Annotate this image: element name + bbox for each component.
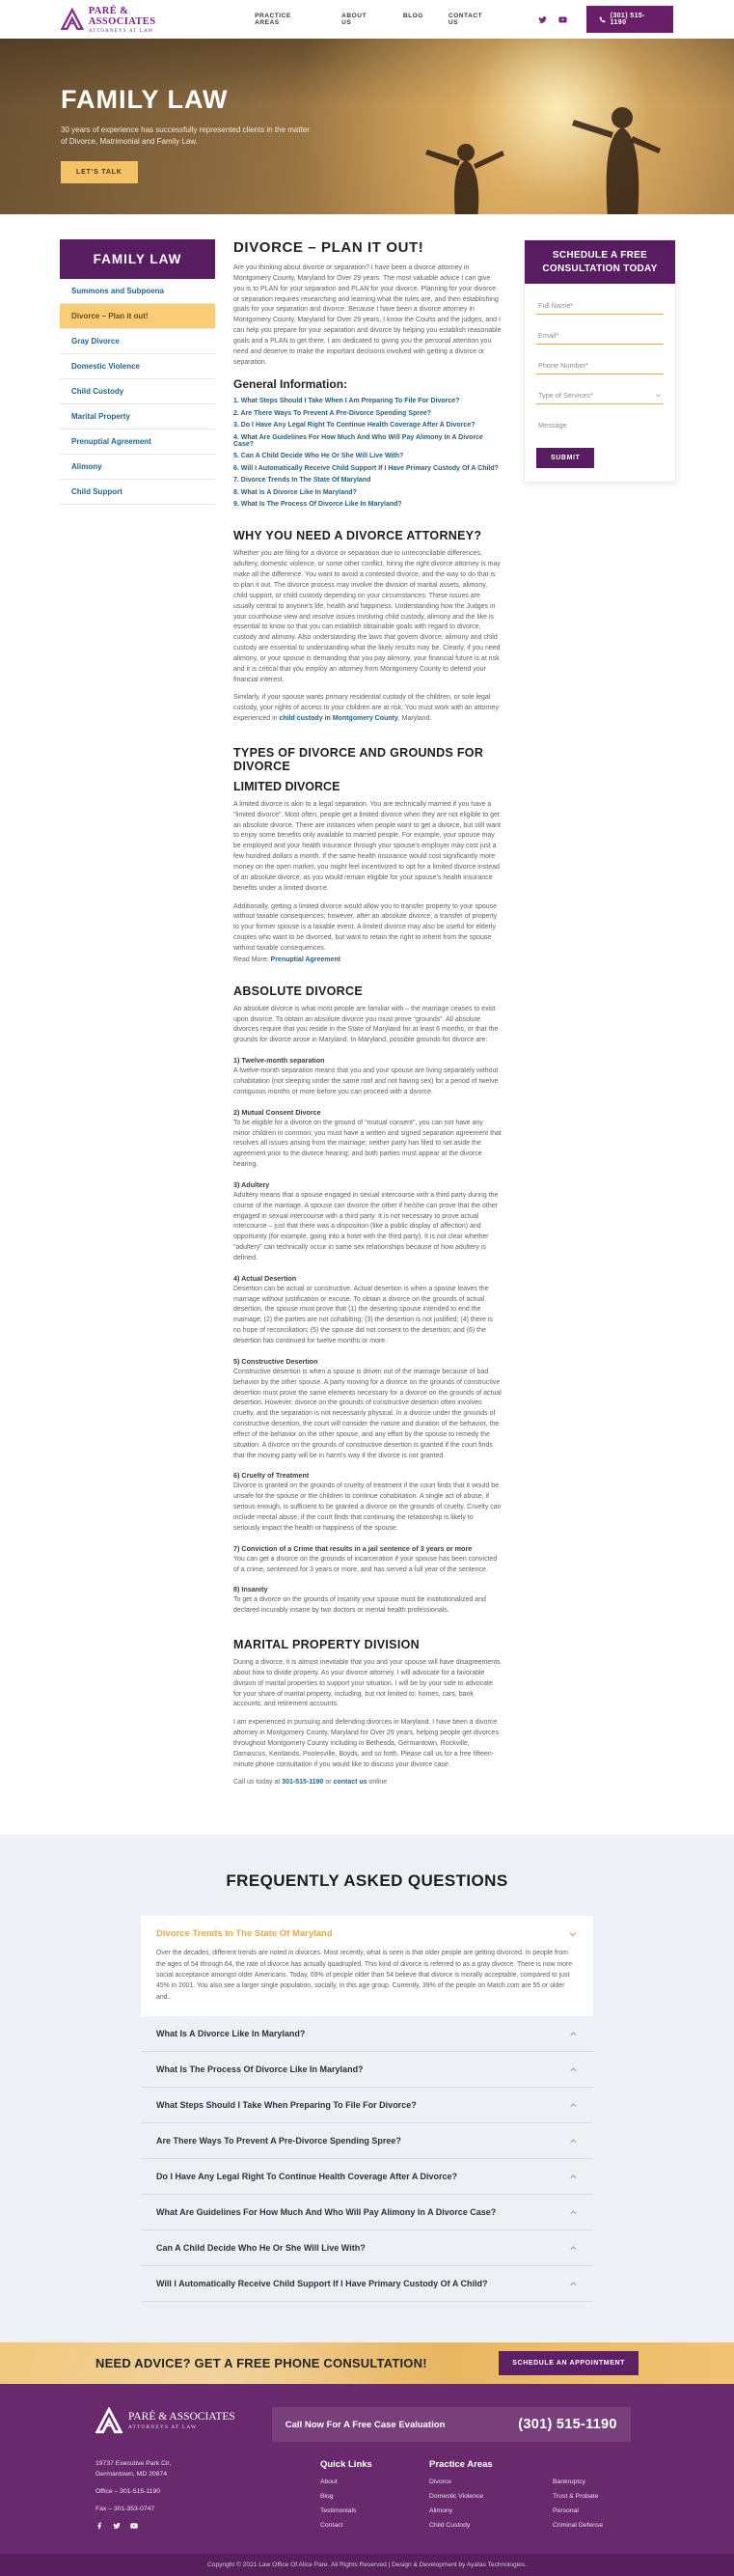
footer-link-trust-probate[interactable]: Trust & Probate	[553, 2493, 599, 2501]
ground-title-4: 4) Actual Desertion	[233, 1273, 297, 1283]
chevron-up-icon	[569, 2030, 578, 2038]
faq-item-3[interactable]	[141, 2088, 593, 2123]
footer-quick-links	[320, 2459, 421, 2536]
chevron-up-icon	[569, 2101, 578, 2110]
logo[interactable]	[61, 6, 197, 34]
faq-question: What Are Guidelines For How Much And Who Will Pay Alimony In A Divorce Case?	[156, 2207, 497, 2218]
chevron-up-icon	[569, 2208, 578, 2217]
header-phone-button[interactable]	[586, 6, 673, 33]
faq-question: Divorce Trends In The State Of Maryland	[156, 1928, 333, 1940]
paragraph: Desertion can be actual or constructive. Actual desertion is when a spouse leaves the marriage without justification or excuse. To obtain a divorce on the grounds of actual desertion, the spouse must prove that (1) the deserting spouse intended to end the marriage; (2) the parties are not cohabiting; (3) the desertion is not justified; (4) there is no hope of reconciliation; (5) the spouse did not consent to the desertion; and (6) the desertion has continued for twelve months or more.	[233, 1285, 493, 1344]
paragraph-text: , Maryland.	[397, 715, 432, 723]
faq-section	[0, 1835, 734, 2342]
footer-logo-subtitle: ATTORNEYS AT LAW	[128, 2424, 198, 2431]
sidebar-item-divorce-plan-it-out[interactable]: Divorce – Plan it out!	[60, 304, 215, 329]
call-us-text: Call us today at	[233, 1779, 283, 1787]
practice-areas-col-1	[429, 2479, 553, 2536]
nav-blog[interactable]: BLOG	[402, 13, 423, 19]
general-info-link-3[interactable]: 3. Do I Have Any Legal Right To Continue Health Coverage After A Divorce?	[233, 422, 476, 429]
call-us-text: online	[367, 1779, 388, 1787]
form-title: SCHEDULE A FREE CONSULTATION TODAY	[525, 240, 675, 284]
faq-question: Will I Automatically Receive Child Support If I Have Primary Custody Of A Child?	[156, 2279, 488, 2289]
phone-number-field[interactable]	[536, 355, 664, 374]
faq-question: Can A Child Decide Who He Or She Will Live With?	[156, 2243, 366, 2254]
footer-link-child-custody[interactable]: Child Custody	[429, 2522, 471, 2530]
chevron-down-icon	[655, 392, 662, 399]
sidebar-item-gray-divorce[interactable]: Gray Divorce	[60, 329, 215, 354]
sidebar-item-child-support[interactable]: Child Support	[60, 480, 215, 505]
full-name-field[interactable]	[536, 295, 664, 315]
general-info-link-7[interactable]: 7. Divorce Trends In The State Of Maryland	[233, 477, 371, 485]
paragraph: A limited divorce is akin to a legal separation. You are technically married if you have a “limited divorce”. Most often, people get a limited divorce when they are not eligible to get an absolute divorce. There are instances when people want to get a divorce, but still want to enjoy some benefits only available to married people. For example, your spouse may be employed and your health insurance through your spouse's employer may cost just a few hundred dollars a month. If the same health insurance would cost significantly more money on the open market, you might feel incentivized to opt for a limited divorce instead of an absolute divorce, as you would remain eligible for your spouse's health insurance benefits under a limited divorce.	[233, 800, 501, 892]
footer-link-testimonials[interactable]: Testimonials	[319, 2507, 357, 2515]
copyright-bar: Copyright © 2021 Law Office Of Alice Pare. All Rights Reserved | Design & Development by Ayatas Technologies.	[0, 2554, 734, 2576]
footer-columns	[61, 2459, 676, 2536]
type-of-services-select[interactable]	[536, 385, 664, 404]
why-divorce-attorney-heading: WHY YOU NEED A DIVORCE ATTORNEY?	[233, 529, 482, 543]
sidebar-item-summons-and-subpoena[interactable]: Summons and Subpoena	[60, 279, 215, 304]
paragraph: Divorce is granted on the grounds of cruelty of treatment if the court finds that it would be unsafe for the spouse or the children to continue cohabitation. A single act of abuse, if serious enough, is sufficient to be granted a divorce on the grounds of cruelty. Cruelty can include mental abuse, if the court finds that continuing the relationship is likely to seriously impact the health or happiness of the spouse.	[233, 1482, 502, 1532]
chevron-down-icon	[568, 1929, 578, 1939]
footer-link-domestic-violence[interactable]: Domestic Violence	[429, 2493, 484, 2501]
contact-us-link[interactable]: contact us	[333, 1779, 367, 1787]
consultation-form	[524, 239, 676, 483]
hero-title: FAMILY LAW	[61, 85, 229, 114]
faq-answer: Over the decades, different trends are noted in divorces. Most recently, what is seen is that older people are getting divorced. In people from the ages of 54 through 64, the rate of divorce has actually quadrupled. This kind of divorce is referred to as a gray divorce. There is now more social acceptance amongst older Americans. Today, 69% of people older than 54 believe that divorce is morally acceptable, compared to just 45% in 2001. You also see a larger single population, socially, in this age group. Currently, 39% of the people on Match.com are 55 or older and..	[156, 1950, 573, 2001]
sidebar-item-child-custody[interactable]: Child Custody	[60, 379, 215, 404]
logo-mark-icon	[95, 2407, 122, 2434]
general-info-link-4[interactable]: 4. What Are Guidelines For How Much And Who Will Pay Alimony In A Divorce Case?	[233, 433, 483, 448]
practice-areas-heading: Practice Areas	[429, 2459, 493, 2471]
footer-logo-text	[128, 2411, 235, 2430]
logo-title: PARÉ & ASSOCIATES	[88, 5, 156, 27]
prenuptial-agreement-link[interactable]: Prenuptial Agreement	[270, 956, 341, 963]
footer-link-divorce[interactable]: Divorce	[429, 2479, 452, 2486]
hero-content	[0, 39, 734, 183]
footer-fax: Fax – 301-353-0747	[95, 2505, 155, 2512]
footer-address	[95, 2459, 280, 2480]
footer-link-contact[interactable]: Contact	[319, 2522, 343, 2530]
page-title: DIVORCE – PLAN IT OUT!	[233, 239, 424, 256]
ground-title-8: 8) Insanity	[233, 1585, 268, 1594]
marital-property-heading: MARITAL PROPERTY DIVISION	[233, 1638, 420, 1652]
youtube-icon[interactable]	[130, 2522, 138, 2530]
sidebar-item-alimony[interactable]: Alimony	[60, 455, 215, 480]
sidebar-item-marital-property[interactable]: Marital Property	[60, 404, 215, 429]
faq-item-8[interactable]	[141, 2266, 593, 2302]
consultation-form-column	[524, 239, 676, 483]
main-nav	[255, 13, 494, 26]
nav-contact-us[interactable]: CONTACT US	[448, 13, 483, 26]
chevron-up-icon	[569, 2137, 578, 2146]
footer-top	[61, 2407, 676, 2442]
faq-item-5[interactable]	[141, 2159, 593, 2195]
address-line: Germantown, MD 20874	[95, 2471, 168, 2479]
practice-areas-col-2	[553, 2479, 676, 2536]
general-info-link-8[interactable]: 8. What Is A Divorce Like In Maryland?	[233, 488, 357, 496]
footer-link-alimony[interactable]: Alimony	[429, 2507, 453, 2515]
absolute-divorce-heading: ABSOLUTE DIVORCE	[233, 983, 363, 998]
limited-divorce-heading: LIMITED DIVORCE	[233, 779, 340, 793]
twitter-icon[interactable]	[538, 15, 547, 24]
general-info-link-6[interactable]: 6. Will I Automatically Receive Child Support If I Have Primary Custody Of A Child?	[233, 464, 499, 472]
footer-logo[interactable]	[95, 2407, 235, 2434]
faq-question: Do I Have Any Legal Right To Continue Health Coverage After A Divorce?	[156, 2172, 458, 2182]
faq-item-4[interactable]	[141, 2123, 593, 2159]
child-custody-link[interactable]: child custody in Montgomery County	[279, 715, 398, 723]
footer-link-criminal-defense[interactable]: Criminal Defense	[553, 2522, 604, 2530]
faq-item-expanded	[141, 1916, 593, 2016]
read-more-label: Read More:	[233, 956, 271, 963]
call-us-line	[233, 1778, 502, 1788]
paragraph: A twelve-month separation means that you and your spouse are living separately without cohabitation (not sleeping under the same roof and not having sex) for a period of twelve contiguous months or more before you can proceed with a divorce.	[233, 1067, 499, 1095]
chevron-up-icon	[569, 2280, 578, 2288]
site-header	[0, 0, 734, 39]
ground-title-7: 7) Conviction of a Crime that results in a jail sentence of 3 years or more	[233, 1543, 473, 1553]
site-footer	[0, 2384, 734, 2554]
ground-title-6: 6) Cruelty of Treatment	[233, 1471, 310, 1481]
hero-banner	[0, 39, 734, 214]
faq-item-1[interactable]	[141, 2016, 593, 2052]
general-info-link-5[interactable]: 5. Can A Child Decide Who He Or She Will Live With?	[233, 453, 404, 460]
footer-call-bar	[272, 2407, 631, 2442]
faq-expanded-toggle[interactable]	[156, 1928, 578, 1939]
read-more	[233, 956, 502, 963]
sidebar-item-prenuptial-agreement[interactable]: Prenuptial Agreement	[60, 429, 215, 455]
facebook-icon[interactable]	[95, 2522, 103, 2530]
paragraph: An absolute divorce is what most people are familiar with – the marriage ceases to exist upon divorce. To obtain an absolute divorce you must prove “grounds”. All absolute divorces require that you reside in the State of Maryland for at least 6 months, or that the grounds for divorce arose in Maryland. In Maryland, possible grounds for divorce are:	[233, 1005, 499, 1044]
footer-link-personal[interactable]: Personal	[553, 2507, 579, 2515]
paragraph: I am experienced in pursuing and defending divorces in Maryland. I have been a divorce attorney in Montgomery County, Maryland for Over 29 years, helping people get divorces throughout Montgomery County including in Bethesda, Germantown, Rockville, Damascus, Kentlands, Poolesville, Boyds, and so forth. Please call us for a free fifteen-minute phone consultation if you would like to discuss your divorce case.	[233, 1719, 499, 1768]
sidebar-item-domestic-violence[interactable]: Domestic Violence	[60, 354, 215, 379]
general-info-link-1[interactable]: 1. What Steps Should I Take When I Am Preparing To File For Divorce?	[233, 398, 460, 405]
call-now-label: Call Now For A Free Case Evaluation	[285, 2419, 446, 2430]
logo-subtitle: ATTORNEYS AT LAW	[88, 27, 154, 34]
sidebar-title: FAMILY LAW	[60, 239, 215, 279]
general-info-link-9[interactable]: 9. What Is The Process Of Divorce Like In Maryland?	[233, 501, 402, 509]
paragraph: Adultery means that a spouse engaged in sexual intercourse with a third party during the course of the marriage. A spouse can divorce the other if he/she can prove that the other engaged in sexual intercourse with a third party. It is not necessary to prove actual intercourse – just that there was a disposition (like a public display of affection) and opportunity (for example, going into a hotel with the third party). It is not clear whether “adultery” can technically occur in same sex relationships because of how adultery is defined.	[233, 1191, 499, 1261]
youtube-icon[interactable]	[558, 15, 567, 24]
paragraph: You can get a divorce on the grounds of incarceration if your spouse has been convicted of a crime, sentenced for 3 years or more, and has served a full year of the sentence.	[233, 1555, 498, 1573]
footer-link-about[interactable]: About	[319, 2479, 338, 2486]
header-social	[538, 15, 567, 24]
general-information-heading: General Information:	[233, 377, 348, 392]
footer-phone-number[interactable]: (301) 515-1190	[518, 2417, 617, 2433]
family-law-sidebar	[60, 239, 215, 505]
chevron-up-icon	[569, 2244, 578, 2253]
phone-icon	[599, 16, 606, 23]
paragraph: To get a divorce on the grounds of insanity your spouse must be institutionalized and declared incurably insane by two doctors or mental health professionals.	[233, 1596, 486, 1615]
intro-paragraph: Are you thinking about divorce or separation? I have been a divorce attorney in Montgomery County, Maryland for Over 29 years. The most valuable advice I can give you is to PLAN for your separation and PLAN for your divorce. Planning for your divorce or separation requires researching and learning what the rules are, and then establishing goals for your separation and divorce. Because I have been a divorce attorney in Montgomery County, Maryland for Over 29 years, I know the Courts and the judges, and I can help you prepare for your separation and divorce by helping you establish reasonable goals and a PLAN to get there. I am dedicated to giving you the personal attention you need and deserve to make the important decisions involved with getting a divorce or separation.	[233, 264, 502, 366]
lets-talk-button[interactable]: LET'S TALK	[61, 161, 138, 183]
submit-button[interactable]: SUBMIT	[536, 448, 594, 468]
ground-title-3: 3) Adultery	[233, 1179, 270, 1189]
paragraph: To be eligible for a divorce on the ground of “mutual consent”, you can not have any minor children in common; you must have a written and signed separation agreement that resolves all issues arising from the marriage; neither party has filed to set aside the agreement prior to the divorce hearing; and both parties must appear at the divorce hearing.	[233, 1119, 502, 1169]
nav-practice-areas[interactable]: PRACTICE AREAS	[255, 13, 291, 26]
faq-question: What Is A Divorce Like In Maryland?	[156, 2029, 306, 2039]
paragraph: Constructive desertion is when a spouse is driven out of the marriage because of bad behavior by the other spouse. A party moving for a divorce on the grounds of constructive desertion must prove the same elements necessary for a divorce on the grounds of actual desertion. However, divorce on the grounds of constructive desertion often involves cruelty, and the separation is not necessarily physical. In a divorce under the grounds of constructive desertion, the court will consider the nature and duration of the behavior, the effect of the behavior on the other spouse, and any effort by the spouse to remedy the situation. A divorce on the grounds of constructive desertion is granted if the court finds that the moving party will be in harm's way if the divorce is not granted.	[233, 1368, 502, 1459]
quick-links-heading: Quick Links	[319, 2459, 372, 2471]
logo-mark-icon	[61, 8, 84, 31]
hero-subtitle: 30 years of experience has successfully represented clients in the matter of Divorce, Matrimonial and Family Law.	[61, 125, 310, 146]
phone-link[interactable]: 301-515-1190	[282, 1779, 324, 1787]
ground-title-5: 5) Constructive Desertion	[233, 1356, 318, 1366]
footer-link-bankruptcy[interactable]: Bankruptcy	[553, 2479, 586, 2486]
message-field[interactable]	[536, 415, 664, 433]
footer-office-phone: Office – 301-515-1190	[95, 2488, 161, 2496]
paragraph-text: Similarly, if your spouse wants primary residential custody of the children, or sole legal custody, your rights of access to your children are at risk. You must work with an attorney experienced in	[233, 694, 499, 723]
ground-title-1: 1) Twelve-month separation	[233, 1056, 325, 1066]
content-area	[0, 214, 734, 1835]
schedule-appointment-button[interactable]: SCHEDULE AN APPOINTMENT	[499, 2351, 639, 2375]
logo-text	[89, 6, 197, 34]
footer-practice-areas	[429, 2459, 676, 2536]
address-line: 19737 Executive Park Cir,	[95, 2460, 172, 2468]
faq-item-2[interactable]	[141, 2052, 593, 2088]
footer-link-blog[interactable]: Blog	[319, 2493, 334, 2501]
nav-about-us[interactable]: ABOUT US	[341, 13, 367, 26]
cta-bar	[0, 2342, 734, 2384]
article	[233, 239, 502, 1796]
chevron-up-icon	[569, 2065, 578, 2074]
paragraph: Additionally, getting a limited divorce would allow you to transfer property to your spouse without taxable consequences; however, after an absolute divorce, a transfer of property to your former spouse is a taxable event. A limited divorce may also be useful for elderly couples who want to be divorced, but want to retain the right to inherit from the spouse without taxable consequences.	[233, 902, 498, 952]
email-field[interactable]	[536, 325, 664, 345]
faq-heading: FREQUENTLY ASKED QUESTIONS	[226, 1871, 508, 1891]
paragraph	[233, 693, 502, 725]
ground-title-2: 2) Mutual Consent Divorce	[233, 1107, 321, 1117]
call-us-text: or	[323, 1779, 334, 1787]
paragraph: Whether you are filing for a divorce or separation due to unreconcilable differences, adultery, domestic violence, or some other conflict, hiring the right divorce attorney is may make all the difference. You want to avoid a contested divorce, and the way to do that is to plan it out. The divorce process may involve the division of marital assets, alimony, child support, or child custody depending on your circumstances. These issues are usually central to anyone's life, health and happiness. Understanding how the Judges in your courthouse view and resolve issues involving child custody, alimony and the like is essential to know so that you can establish obtainable goals with regard to divorce, custody and alimony. Also understanding the laws that govern divorce, alimony and child custody are essential to understanding what the likely results may be. Clearly, if you need alimony, or your spouse is demanding that you pay alimony, your financial future is at risk and it is critical that you employ an attorney from Montgomery County to defend your financial interest.	[233, 550, 501, 683]
footer-contact-info	[95, 2459, 280, 2536]
twitter-icon[interactable]	[113, 2522, 121, 2530]
paragraph: During a divorce, it is almost inevitable that you and your spouse will have disagreements about how to divide property. As your divorce attorney, I will advocate for a favorable division of marital properties to support your situation. I will be by your side to advocate for your share of marital property, including, but not limited to: homes, cars, bank accounts, and retirement accounts.	[233, 1659, 501, 1708]
chevron-up-icon	[569, 2173, 578, 2181]
faq-question: Are There Ways To Prevent A Pre-Divorce Spending Spree?	[156, 2136, 401, 2147]
faq-item-6[interactable]	[141, 2195, 593, 2230]
footer-social	[95, 2522, 280, 2530]
faq-question: What Steps Should I Take When Preparing To File For Divorce?	[156, 2100, 417, 2111]
footer-logo-title: PARÉ & ASSOCIATES	[128, 2411, 235, 2424]
faq-item-7[interactable]	[141, 2230, 593, 2266]
general-info-link-2[interactable]: 2. Are There Ways To Prevent A Pre-Divorce Spending Spree?	[233, 409, 432, 417]
cta-text: NEED ADVICE? GET A FREE PHONE CONSULTATION!	[95, 2356, 427, 2371]
type-of-services-value: Type of Services*	[538, 391, 593, 400]
form-body	[525, 284, 675, 482]
types-of-divorce-heading: TYPES OF DIVORCE AND GROUNDS FOR DIVORCE	[233, 745, 484, 773]
faq-question: What Is The Process Of Divorce Like In Maryland?	[156, 2064, 364, 2075]
header-phone-number: (301) 515-1190	[610, 13, 645, 26]
